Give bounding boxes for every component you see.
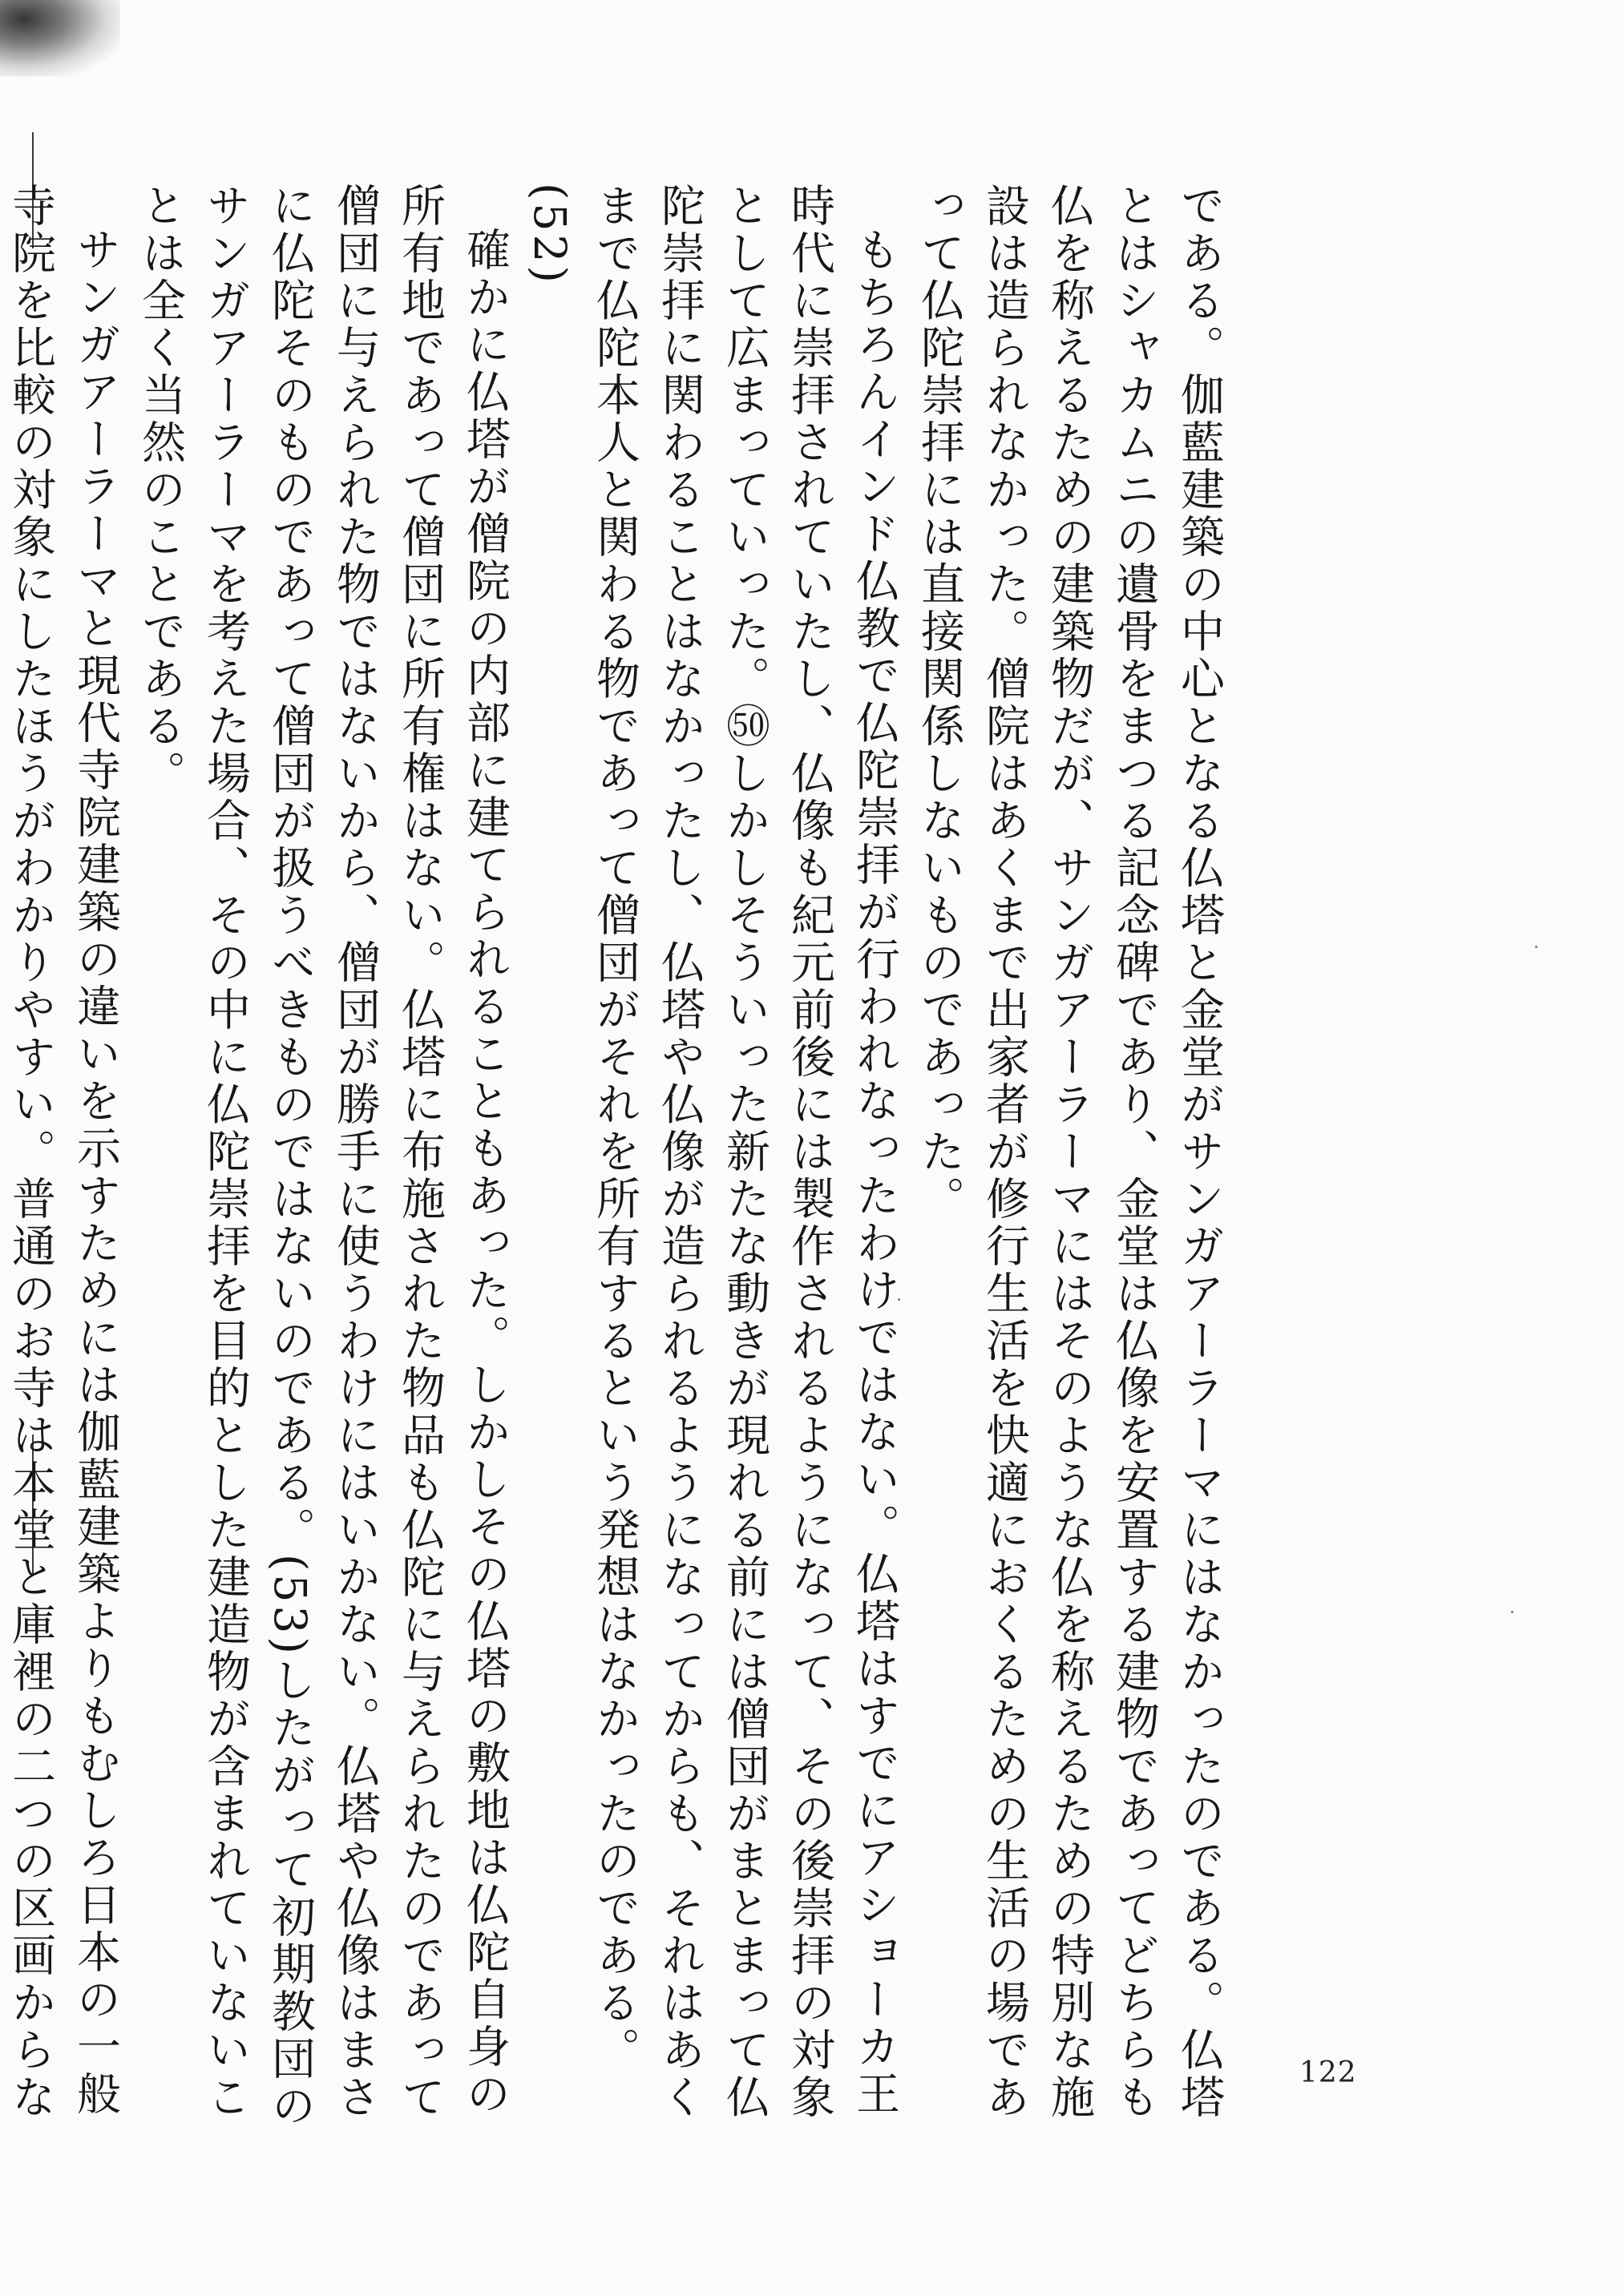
paragraph: サンガアーラーマと現代寺院建築の違いを示すためには伽藍建築よりもむしろ日本の一般寺院を比較の対象にしたほうがわかりやすい。普通のお寺は本堂と庫裡の二つの区画からな — [5, 183, 121, 2121]
paragraph: 確かに仏塔が僧院の内部に建てられることもあった。しかしその仏塔の敷地は仏陀自身の所有地であって僧団に所有権はない。仏塔に布施された物品も仏陀に与えられたのであって僧団に与えられた物ではないから、僧団が勝手に使うわけにはいかない。仏塔や仏像はまさに仏陀そのものであって僧団が扱うべきものではないのである。(53)したがって初期教団のサンガアーラーマを考えた場合、その中に仏陀崇拝を目的とした建造物が含まれていないことは全く当然のことである。 — [135, 183, 511, 2130]
vertical-body-text — [0, 183, 1231, 2158]
scan-corner-smudge — [0, 0, 120, 76]
paragraph: もちろんインド仏教で仏陀崇拝が行われなったわけではない。仏塔はすでにアショーカ王時代に崇拝されていたし、仏像も紀元前後には製作されるようになって、その後崇拝の対象として広まっていった。㊿しかしそういった新たな動きが現れる前には僧団がまとまって仏陀崇拝に関わることはなかったし、仏塔や仏像が造られるようになってからも、それはあくまで仏陀本人と関わる物であって僧団がそれを所有するという発想はなかったのである。(52) — [524, 183, 900, 2121]
paragraph: である。伽藍建築の中心となる仏塔と金堂がサンガアーラーマにはなかったのである。仏塔とはシャカムニの遺骨をまつる記念碑であり、金堂は仏像を安置する建物であってどちらも仏を称えるための建築物だが、サンガアーラーマにはそのような仏を称えるための特別な施設は造られなかった。僧院はあくまで出家者が修行生活を快適におくるための生活の場であって仏陀崇拝には直接関係しないものであった。 — [914, 183, 1225, 2121]
scan-speck — [1511, 1611, 1513, 1613]
scan-speck — [1535, 946, 1537, 948]
page-number: 122 — [1299, 2056, 1357, 2089]
